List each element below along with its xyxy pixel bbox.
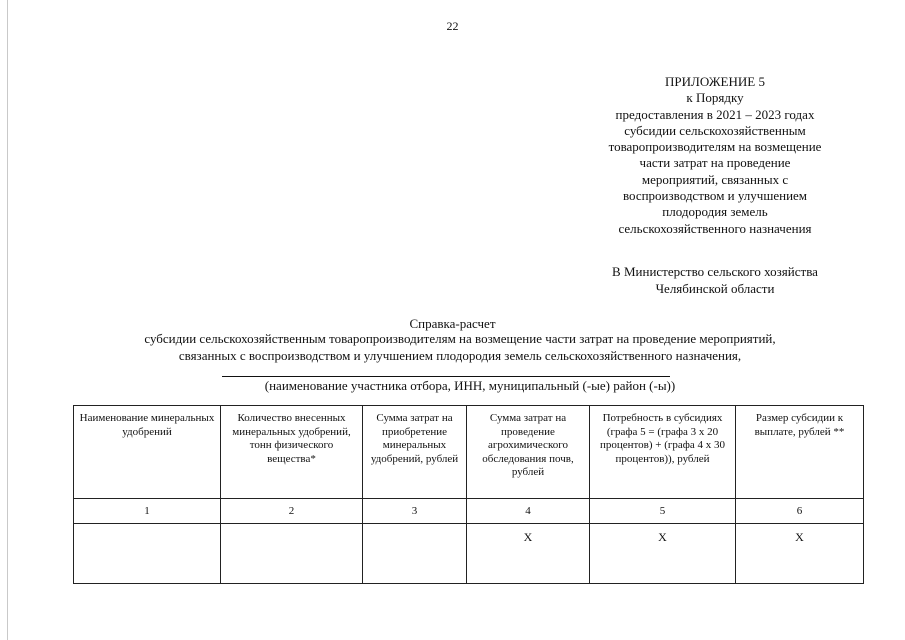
- recipient-line: Челябинской области: [655, 280, 775, 296]
- header-survey-costs: Сумма затрат на проведение агрохимического обследования почв, рублей: [467, 406, 590, 499]
- column-number: 5: [590, 499, 736, 524]
- table-cell[interactable]: [363, 524, 467, 584]
- appendix-line: мероприятий, связанных с: [641, 171, 789, 187]
- appendix-line: ПРИЛОЖЕНИЕ 5: [665, 74, 765, 89]
- document-subtitle-line: связанных с воспроизводством и улучшением плодородия земель сельскохозяйственного назначения,: [178, 347, 742, 363]
- column-number-row: [74, 499, 864, 524]
- document-title: Справка-расчет: [409, 316, 496, 331]
- header-purchase-costs: Сумма затрат на приобретение минеральных удобрений, рублей: [363, 406, 467, 499]
- column-number: 1: [74, 499, 221, 524]
- header-subsidy-amount: Размер субсидии к выплате, рублей **: [736, 406, 864, 499]
- table-header-row: [74, 406, 864, 499]
- appendix-line: предоставления в 2021 – 2023 годах: [615, 106, 815, 122]
- recipient-block: [560, 264, 870, 297]
- appendix-line: части затрат на проведение: [639, 155, 791, 171]
- header-subsidy-need: Потребность в субсидиях (графа 5 = (графа 3 х 20 процентов) + (графа 4 х 30 процентов)), рублей: [590, 406, 736, 499]
- calculation-table: [73, 405, 864, 584]
- appendix-line: субсидии сельскохозяйственным: [624, 122, 806, 138]
- table-cell: X: [590, 524, 736, 584]
- column-number: 6: [736, 499, 864, 524]
- page-number: 22: [446, 19, 459, 33]
- table-cell: X: [467, 524, 590, 584]
- fill-in-caption: (наименование участника отбора, ИНН, муниципальный (-ые) район (-ы)): [264, 378, 676, 393]
- column-number: 4: [467, 499, 590, 524]
- recipient-line: В Министерство сельского хозяйства: [612, 264, 818, 279]
- table-cell[interactable]: [221, 524, 363, 584]
- document-subtitle-line: субсидии сельскохозяйственным товаропроизводителям на возмещение части затрат на проведение мероприятий,: [144, 331, 776, 346]
- column-number: 3: [363, 499, 467, 524]
- fill-in-line[interactable]: [222, 376, 670, 377]
- appendix-line: плодородия земель: [662, 204, 768, 220]
- table-row: [74, 524, 864, 584]
- document-subtitle: [80, 331, 840, 364]
- appendix-line: товаропроизводителям на возмещение: [608, 139, 822, 155]
- appendix-line: сельскохозяйственного назначения: [618, 220, 812, 236]
- header-fertilizer-quantity: Количество внесенных минеральных удобрений, тонн физического вещества*: [221, 406, 363, 499]
- table-cell: X: [736, 524, 864, 584]
- appendix-line: к Порядку: [686, 90, 744, 106]
- header-fertilizer-name: Наименование минеральных удобрений: [74, 406, 221, 499]
- appendix-block: [575, 74, 855, 237]
- appendix-line: воспроизводством и улучшением: [622, 188, 808, 204]
- column-number: 2: [221, 499, 363, 524]
- table-cell[interactable]: [74, 524, 221, 584]
